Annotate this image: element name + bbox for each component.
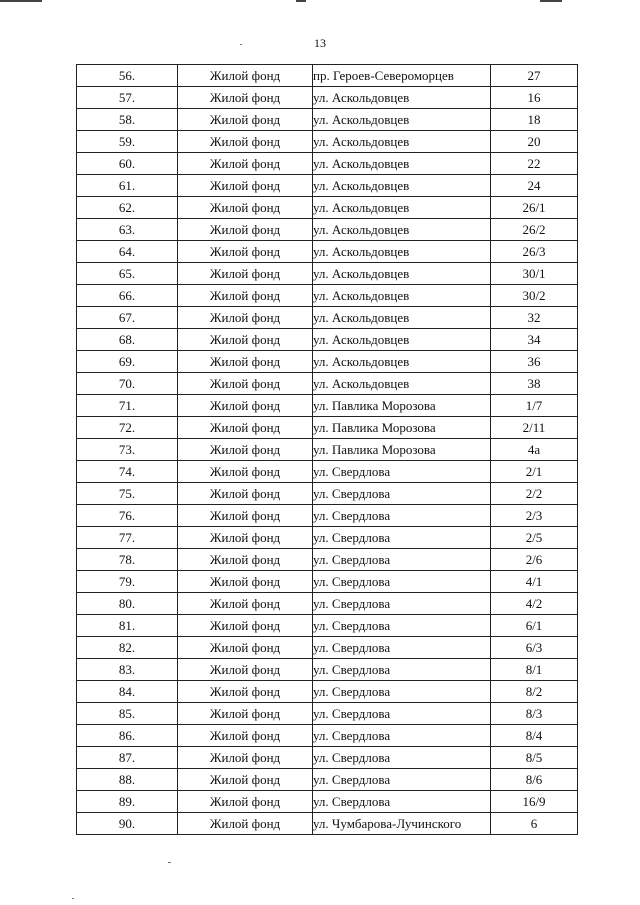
object-type-cell: Жилой фонд (178, 87, 313, 109)
address-table (76, 64, 578, 835)
street-name-cell: ул. Свердлова (313, 549, 491, 571)
table-row (77, 351, 578, 373)
table-row (77, 747, 578, 769)
object-type-cell: Жилой фонд (178, 373, 313, 395)
house-number-cell: 38 (491, 373, 578, 395)
street-name-cell: ул. Свердлова (313, 769, 491, 791)
object-type-cell: Жилой фонд (178, 109, 313, 131)
table-row (77, 373, 578, 395)
house-number-cell: 8/1 (491, 659, 578, 681)
house-number-cell: 16 (491, 87, 578, 109)
house-number-cell: 26/2 (491, 219, 578, 241)
object-type-cell: Жилой фонд (178, 637, 313, 659)
street-name-cell: ул. Павлика Морозова (313, 439, 491, 461)
object-type-cell: Жилой фонд (178, 747, 313, 769)
row-number-cell: 89. (77, 791, 178, 813)
row-number-cell: 56. (77, 65, 178, 87)
street-name-cell: ул. Свердлова (313, 571, 491, 593)
house-number-cell: 4а (491, 439, 578, 461)
object-type-cell: Жилой фонд (178, 439, 313, 461)
table-row (77, 131, 578, 153)
house-number-cell: 6/1 (491, 615, 578, 637)
house-number-cell: 4/2 (491, 593, 578, 615)
table-row (77, 461, 578, 483)
table-row (77, 109, 578, 131)
object-type-cell: Жилой фонд (178, 153, 313, 175)
house-number-cell: 26/1 (491, 197, 578, 219)
address-table-body (77, 65, 578, 835)
street-name-cell: ул. Аскольдовцев (313, 329, 491, 351)
street-name-cell: ул. Свердлова (313, 637, 491, 659)
house-number-cell: 2/5 (491, 527, 578, 549)
object-type-cell: Жилой фонд (178, 505, 313, 527)
object-type-cell: Жилой фонд (178, 549, 313, 571)
house-number-cell: 2/3 (491, 505, 578, 527)
street-name-cell: ул. Аскольдовцев (313, 241, 491, 263)
scan-speck (72, 898, 74, 899)
street-name-cell: ул. Аскольдовцев (313, 373, 491, 395)
object-type-cell: Жилой фонд (178, 241, 313, 263)
house-number-cell: 8/6 (491, 769, 578, 791)
street-name-cell: ул. Свердлова (313, 725, 491, 747)
row-number-cell: 69. (77, 351, 178, 373)
row-number-cell: 84. (77, 681, 178, 703)
house-number-cell: 2/2 (491, 483, 578, 505)
table-row (77, 241, 578, 263)
row-number-cell: 81. (77, 615, 178, 637)
object-type-cell: Жилой фонд (178, 461, 313, 483)
row-number-cell: 71. (77, 395, 178, 417)
street-name-cell: ул. Свердлова (313, 791, 491, 813)
street-name-cell: ул. Свердлова (313, 593, 491, 615)
scan-edge-mark (0, 0, 42, 2)
house-number-cell: 8/2 (491, 681, 578, 703)
row-number-cell: 73. (77, 439, 178, 461)
table-row (77, 681, 578, 703)
object-type-cell: Жилой фонд (178, 175, 313, 197)
house-number-cell: 36 (491, 351, 578, 373)
row-number-cell: 63. (77, 219, 178, 241)
row-number-cell: 85. (77, 703, 178, 725)
row-number-cell: 57. (77, 87, 178, 109)
house-number-cell: 32 (491, 307, 578, 329)
table-row (77, 263, 578, 285)
object-type-cell: Жилой фонд (178, 263, 313, 285)
row-number-cell: 74. (77, 461, 178, 483)
table-row (77, 527, 578, 549)
table-row (77, 439, 578, 461)
street-name-cell: ул. Свердлова (313, 615, 491, 637)
row-number-cell: 83. (77, 659, 178, 681)
street-name-cell: ул. Свердлова (313, 747, 491, 769)
street-name-cell: ул. Аскольдовцев (313, 307, 491, 329)
house-number-cell: 16/9 (491, 791, 578, 813)
street-name-cell: ул. Аскольдовцев (313, 351, 491, 373)
row-number-cell: 78. (77, 549, 178, 571)
object-type-cell: Жилой фонд (178, 483, 313, 505)
object-type-cell: Жилой фонд (178, 351, 313, 373)
table-row (77, 417, 578, 439)
street-name-cell: ул. Аскольдовцев (313, 131, 491, 153)
object-type-cell: Жилой фонд (178, 417, 313, 439)
table-row (77, 395, 578, 417)
street-name-cell: ул. Свердлова (313, 461, 491, 483)
table-row (77, 307, 578, 329)
street-name-cell: ул. Павлика Морозова (313, 395, 491, 417)
row-number-cell: 77. (77, 527, 178, 549)
table-row (77, 637, 578, 659)
row-number-cell: 75. (77, 483, 178, 505)
row-number-cell: 67. (77, 307, 178, 329)
table-row (77, 791, 578, 813)
row-number-cell: 59. (77, 131, 178, 153)
row-number-cell: 87. (77, 747, 178, 769)
house-number-cell: 30/1 (491, 263, 578, 285)
table-row (77, 659, 578, 681)
page-number: 13 (314, 36, 326, 50)
object-type-cell: Жилой фонд (178, 813, 313, 835)
object-type-cell: Жилой фонд (178, 285, 313, 307)
object-type-cell: Жилой фонд (178, 307, 313, 329)
street-name-cell: ул. Свердлова (313, 527, 491, 549)
house-number-cell: 4/1 (491, 571, 578, 593)
row-number-cell: 65. (77, 263, 178, 285)
table-row (77, 219, 578, 241)
table-row (77, 813, 578, 835)
object-type-cell: Жилой фонд (178, 681, 313, 703)
object-type-cell: Жилой фонд (178, 725, 313, 747)
house-number-cell: 8/3 (491, 703, 578, 725)
table-row (77, 571, 578, 593)
street-name-cell: ул. Аскольдовцев (313, 263, 491, 285)
street-name-cell: ул. Свердлова (313, 681, 491, 703)
scan-speck (240, 44, 242, 45)
row-number-cell: 80. (77, 593, 178, 615)
row-number-cell: 60. (77, 153, 178, 175)
street-name-cell: ул. Аскольдовцев (313, 109, 491, 131)
table-row (77, 769, 578, 791)
table-row (77, 615, 578, 637)
street-name-cell: ул. Аскольдовцев (313, 153, 491, 175)
table-row (77, 65, 578, 87)
house-number-cell: 30/2 (491, 285, 578, 307)
street-name-cell: пр. Героев-Североморцев (313, 65, 491, 87)
house-number-cell: 24 (491, 175, 578, 197)
table-row (77, 153, 578, 175)
scan-edge-mark (540, 0, 562, 2)
row-number-cell: 62. (77, 197, 178, 219)
table-row (77, 505, 578, 527)
house-number-cell: 26/3 (491, 241, 578, 263)
object-type-cell: Жилой фонд (178, 329, 313, 351)
object-type-cell: Жилой фонд (178, 219, 313, 241)
house-number-cell: 20 (491, 131, 578, 153)
house-number-cell: 27 (491, 65, 578, 87)
street-name-cell: ул. Чумбарова-Лучинского (313, 813, 491, 835)
row-number-cell: 79. (77, 571, 178, 593)
row-number-cell: 68. (77, 329, 178, 351)
street-name-cell: ул. Аскольдовцев (313, 219, 491, 241)
row-number-cell: 58. (77, 109, 178, 131)
table-row (77, 285, 578, 307)
street-name-cell: ул. Свердлова (313, 703, 491, 725)
house-number-cell: 1/7 (491, 395, 578, 417)
street-name-cell: ул. Аскольдовцев (313, 285, 491, 307)
house-number-cell: 2/1 (491, 461, 578, 483)
house-number-cell: 6/3 (491, 637, 578, 659)
row-number-cell: 64. (77, 241, 178, 263)
street-name-cell: ул. Свердлова (313, 505, 491, 527)
street-name-cell: ул. Аскольдовцев (313, 197, 491, 219)
house-number-cell: 6 (491, 813, 578, 835)
table-row (77, 87, 578, 109)
house-number-cell: 22 (491, 153, 578, 175)
row-number-cell: 70. (77, 373, 178, 395)
street-name-cell: ул. Свердлова (313, 483, 491, 505)
row-number-cell: 82. (77, 637, 178, 659)
house-number-cell: 18 (491, 109, 578, 131)
street-name-cell: ул. Свердлова (313, 659, 491, 681)
row-number-cell: 76. (77, 505, 178, 527)
object-type-cell: Жилой фонд (178, 197, 313, 219)
table-row (77, 549, 578, 571)
object-type-cell: Жилой фонд (178, 769, 313, 791)
table-row (77, 703, 578, 725)
object-type-cell: Жилой фонд (178, 395, 313, 417)
object-type-cell: Жилой фонд (178, 65, 313, 87)
scan-edge-mark (296, 0, 306, 2)
table-row (77, 197, 578, 219)
house-number-cell: 8/4 (491, 725, 578, 747)
house-number-cell: 34 (491, 329, 578, 351)
scan-speck (168, 862, 171, 863)
row-number-cell: 61. (77, 175, 178, 197)
row-number-cell: 72. (77, 417, 178, 439)
table-row (77, 483, 578, 505)
row-number-cell: 90. (77, 813, 178, 835)
street-name-cell: ул. Аскольдовцев (313, 175, 491, 197)
object-type-cell: Жилой фонд (178, 527, 313, 549)
object-type-cell: Жилой фонд (178, 791, 313, 813)
object-type-cell: Жилой фонд (178, 593, 313, 615)
row-number-cell: 88. (77, 769, 178, 791)
house-number-cell: 2/11 (491, 417, 578, 439)
house-number-cell: 2/6 (491, 549, 578, 571)
object-type-cell: Жилой фонд (178, 659, 313, 681)
house-number-cell: 8/5 (491, 747, 578, 769)
object-type-cell: Жилой фонд (178, 615, 313, 637)
table-row (77, 725, 578, 747)
row-number-cell: 66. (77, 285, 178, 307)
object-type-cell: Жилой фонд (178, 131, 313, 153)
table-row (77, 329, 578, 351)
object-type-cell: Жилой фонд (178, 571, 313, 593)
street-name-cell: ул. Аскольдовцев (313, 87, 491, 109)
table-row (77, 593, 578, 615)
object-type-cell: Жилой фонд (178, 703, 313, 725)
street-name-cell: ул. Павлика Морозова (313, 417, 491, 439)
table-row (77, 175, 578, 197)
row-number-cell: 86. (77, 725, 178, 747)
